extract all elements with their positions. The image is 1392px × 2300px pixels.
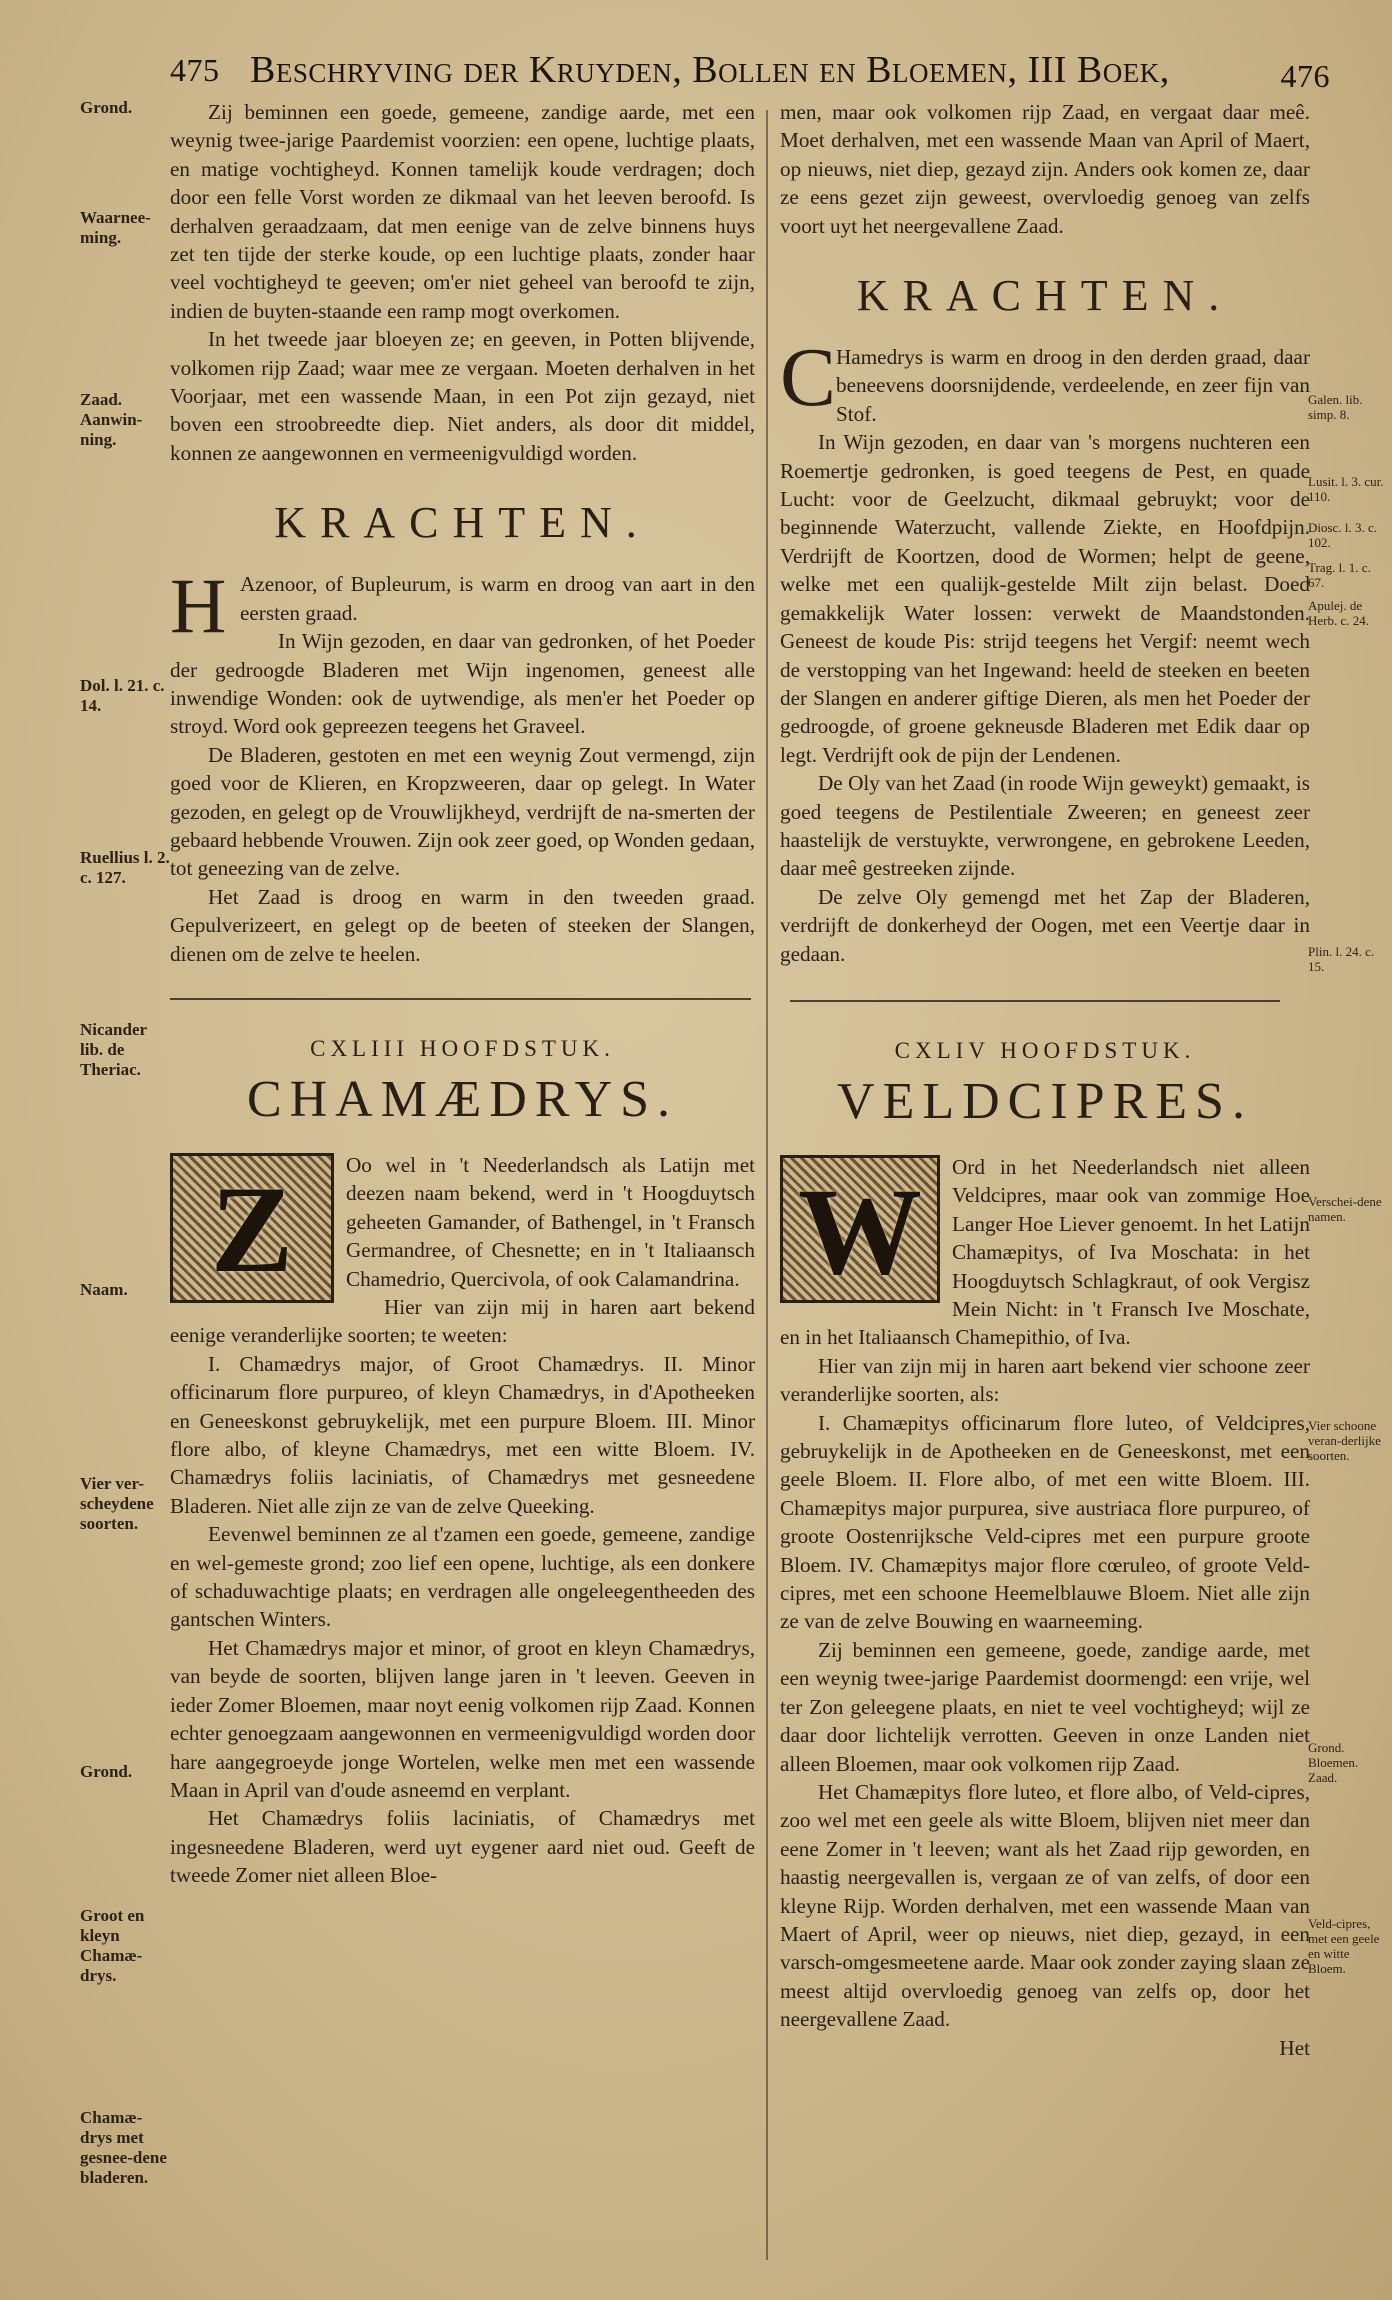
chapter-heading: CXLIV HOOFDSTUK. [894, 1037, 1196, 1063]
paragraph: Zij beminnen een goede, gemeene, zandige aarde, met een weynig twee-jarige Paardemist voorzien: een opene, luchtige plaats, en matige vochtigheyd. Konnen tamelijk koude verdragen; doch door een felle Vorst worden ze dikmaal van het leeven beroofd. Is derhalven geraadzaam, dat men eenige van de zelve binnens huys zet ten tijde der sterke koude, op een luchtige plaats, zonder haar veel vochtigheyd te geeven; om'er niet geheel van beroofd te zijn, indien de buyten-staande een ramp mogt overkomen. [170, 100, 755, 323]
paragraph: Hier van zijn mij in haren aart bekend eenige veranderlijke soorten; te weeten: [170, 1295, 755, 1348]
paragraph [780, 1153, 1310, 1352]
paragraph: De Oly van het Zaad (in roode Wijn geweykt) gemaakt, is goed teegens de Pestilentiale Zweeren; en geneest zeer haastelijk de verstuykte, verwrongene, en gebrokene Leeden, daar meê gestreeken zijnde. [780, 771, 1310, 881]
margin-note: Trag. l. 1. c. 67. [1308, 560, 1371, 590]
left-column [170, 98, 755, 1890]
margin-note: Waarnee-ming. [80, 208, 151, 247]
margin-note: Grond. Bloemen. Zaad. [1308, 1740, 1359, 1785]
margin-note: Nicander lib. de Theriac. [80, 1020, 147, 1079]
paragraph-text: Azenoor, of Bupleurum, is warm en droog van aart in den eersten graad. [240, 572, 755, 625]
margin-note: Galen. lib. simp. 8. [1308, 392, 1363, 422]
margin-note: Zaad. Aanwin-ning. [80, 390, 143, 449]
running-header [170, 48, 1330, 98]
paragraph: men, maar ook volkomen rijp Zaad, en vergaat daar meê. Moet derhalven, met een wassende Maan van April of Maert, op nieuws, niet diep, gezayd zijn. Anders ook komen ze, daar ze eens gezet zijn geweest, overvloedig genoeg van zelfs voort uyt het neergevallene Zaad. [780, 100, 1310, 238]
chapter-title: VELDCIPRES. [837, 1072, 1253, 1130]
margin-note: Lusit. l. 3. cur. 110. [1308, 474, 1384, 504]
ornamental-letter: W [798, 1162, 922, 1300]
margin-note: Verschei-dene namen. [1308, 1194, 1382, 1224]
column-divider [766, 110, 768, 2260]
ornamental-initial [170, 1153, 334, 1303]
section-heading: KRACHTEN. [856, 271, 1234, 321]
paragraph: De zelve Oly gemengd met het Zap der Bladeren, verdrijft de donkerheyd der Oogen, met een Veertje daar in gedaan. [780, 884, 1310, 966]
paragraph: Hier van zijn mij in haren aart bekend vier schoone zeer veranderlijke soorten, als: [780, 1353, 1310, 1407]
margin-note: Dol. l. 21. c. 14. [80, 676, 165, 715]
paragraph-text: Ord in het Neederlandsch niet alleen Veldcipres, maar ook van zommige Hoe Langer Hoe Liever genoemt. In het Latijn Chamæpitys, of Iva Moschata: in het Hoogduytsch Schlagkraut, of ook Vergisz Mein Nicht: in 't Fransch Ive Moschate, en in het Italiaansch Chamepithio, of Iva. [780, 1154, 1310, 1350]
paragraph: De Bladeren, gestoten en met een weynig Zout vermengd, zijn goed voor de Klieren, en Kropzweeren, daar op gelegt. In Water gezoden, en gelegt op de Vrouwlijkheyd, verdrijft de na-smerten der gebaard hebbende Vrouwen. Zijn ook zeer goed, op Wonden gedaan, tot geneezing van de zelve. [170, 742, 755, 881]
chapter-title: CHAMÆDRYS. [246, 1070, 679, 1128]
left-page-number: 475 [170, 52, 220, 88]
paragraph: Het Chamædrys major et minor, of groot en kleyn Chamædrys, van beyde de soorten, blijven lange jaren in 't leeven. Geeven in ieder Zomer Bloemen, maar noyt eenig volkomen rijp Zaad. Konnen echter genoegzaam aangewonnen en vermeenigvuldigd worden door hare aangegroeyde jonge Wortelen, welke men met een wassende Maan in April van d'oude asneemd en verplant. [170, 1635, 755, 1802]
running-title: Beschryving der Kruyden, Bollen en Bloemen, III Boek, [250, 49, 1170, 91]
paragraph [170, 1151, 755, 1298]
catchword: Het [1279, 2035, 1310, 2060]
section-rule [170, 998, 751, 1000]
ornamental-initial [780, 1155, 940, 1303]
paragraph [170, 562, 755, 650]
paragraph: Het Zaad is droog en warm in den tweeden graad. Gepulverizeert, en gelegt op de beeten of steeken der Slangen, dienen om de zelve te heelen. [170, 884, 755, 966]
drop-cap: H [170, 562, 227, 650]
margin-note: Plin. l. 24. c. 15. [1308, 944, 1375, 974]
paragraph: In het tweede jaar bloeyen ze; en geeven, in Potten blijvende, volkomen rijp Zaad; waar mee ze vergaan. Moeten derhalven in het Voorjaar, met een wassende Maan, in een Pot zijn gezayd, niet boven een stroobreedte diep. Niet anders, als door dit middel, konnen ze aangewonnen en vermeenigvuldigd worden. [170, 327, 755, 465]
chapter-heading: CXLIII HOOFDSTUK. [310, 1035, 615, 1061]
paragraph: In Wijn gezoden, en daar van 's morgens nuchteren een Roemertje gedronken, is goed teegens de Pest, en quade Lucht: voor de Geelzucht, dikmaal gebruykt; voor de beginnende Waterzucht, vallende Ziekte, en Hoofdpijn. Verdrijft de Koortzen, dood de Wormen; helpt de geene, welke met een qualijk-gestelde Milt zijn belast. Doed gemakkelijk Water lossen: verwekt de Maandstonden. Geneest de koude Pis: strijd teegens het Vergif: neemt wech de verstopping van het Ingewand: heeld de steeken en beeten der Slangen en anderer giftige Dieren, als men het Poeder der gedroogde, of groene gekneusde Bladeren met Edik daar op legt. Verdrijft ook de pijn der Lendenen. [780, 430, 1310, 767]
right-page-number: 476 [1280, 58, 1330, 94]
paragraph: Het Chamædrys foliis laciniatis, of Chamædrys met ingesneedene Bladeren, werd uyt eygener aard niet oud. Geeft de tweede Zomer niet alleen Bloe- [170, 1806, 755, 1888]
section-heading: KRACHTEN. [274, 498, 651, 548]
paragraph: Het Chamæpitys flore luteo, et flore albo, of Veld-cipres, zoo wel met een geele als witte Bloem, blijven niet meer dan eene Zomer in 't leeven; want als het Zaad rijp geworden, en haastig neergevallen is, vergaan ze of van zelfs, of door een kleyne Rijp. Worden derhalven, met een wassende Maan van Maert of April, weer op nieuws, niet diep, gezayd, in een varsch-omgesmeetene aarde. Maar ook zonder zaying slaan ze meest altijd overvloedig genoeg van zelfs op, door het neergevallene Zaad. [780, 1779, 1310, 2032]
paragraph: In Wijn gezoden, en daar van gedronken, of het Poeder der gedroogde Bladeren met Wijn ingenomen, geneest alle inwendige Wonden: ook de uytwendige, als men'er het Poeder op stroyd. Word ook gepreezen teegens het Graveel. [170, 629, 755, 739]
paragraph: I. Chamædrys major, of Groot Chamædrys. II. Minor officinarum flore purpureo, of kleyn Chamædrys, in d'Apotheeken en Geneeskonst gebruykelijk, met een purpure Bloem. III. Minor flore albo, of kleyne Chamædrys, met een witte Bloem. IV. Chamædrys foliis laciniatis, of Chamædrys met gesneedene Bladeren. Niet alle zijn ze van de zelve Queeking. [170, 1351, 755, 1518]
paragraph [780, 331, 1310, 428]
margin-note: Groot en kleyn Chamæ-drys. [80, 1906, 145, 1985]
margin-note: Diosc. l. 3. c. 102. [1308, 520, 1377, 550]
margin-note: Grond. [80, 98, 133, 117]
paragraph-text: Oo wel in 't Neederlandsch als Latijn met deezen naam bekend, werd in 't Hoogduytsch geheeten Gamander, of Bathengel, in 't Fransch Germandree, of Chesnette; en in 't Italiaansch Chamedrio, Quercivola, of ook Calamandrina. [346, 1152, 755, 1291]
margin-note: Apulej. de Herb. c. 24. [1308, 598, 1370, 628]
margin-note: Naam. [80, 1280, 128, 1299]
margin-note: Veld-cipres, met een geele en witte Bloem. [1308, 1916, 1380, 1976]
paragraph: I. Chamæpitys officinarum flore luteo, of Veldcipres, gebruykelijk in de Apotheeken en de Geneeskonst, met een geele Bloem. II. Flore albo, of met een witte Bloem. III. Chamæpitys major purpurea, sive austriaca flore purpureo, of groote Oostenrijksche Veld-cipres met een purpure groote Bloem. IV. Chamæpitys major flore cœruleo, of groote Veld-cipres, met een schoone Heemelblauwe Bloem. Niet alle zijn ze van de zelve Bouwing en waarneeming. [780, 1410, 1310, 1634]
paragraph: Eevenwel beminnen ze al t'zamen een goede, gemeene, zandige en wel-gemeste grond; zoo lief een opene, luchtige, als een donkere of schaduwachtige plaats; en verdragen alle ongeleegentheeden des gantschen Winters. [170, 1522, 755, 1632]
section-rule [790, 1000, 1280, 1002]
margin-note: Vier ver-scheydene soorten. [80, 1474, 154, 1533]
paragraph: Zij beminnen een gemeene, goede, zandige aarde, met een weynig twee-jarige Paardemist doormengd: een vrije, wel ter Zon geleegene plaats, en niet te veel vochtigheyd; wijl ze daar door lichtelijk verrotten. Geeven in onze Landen niet alleen Bloemen, maar ook volkomen rijp Zaad. [780, 1637, 1310, 1776]
ornamental-letter: Z [210, 1160, 294, 1298]
drop-cap: C [780, 331, 837, 425]
margin-note: Ruellius l. 2. c. 127. [80, 848, 170, 887]
right-column [780, 98, 1310, 2062]
margin-note: Chamæ-drys met gesnee-dene bladeren. [80, 2108, 167, 2187]
margin-note: Grond. [80, 1762, 133, 1781]
paragraph-text: Hamedrys is warm en droog in den derden graad, daar beneevens doorsnijdende, verdeelende, en zeer fijn van Stof. [836, 345, 1310, 426]
margin-note: Vier schoone veran-derlijke soorten. [1308, 1418, 1381, 1463]
